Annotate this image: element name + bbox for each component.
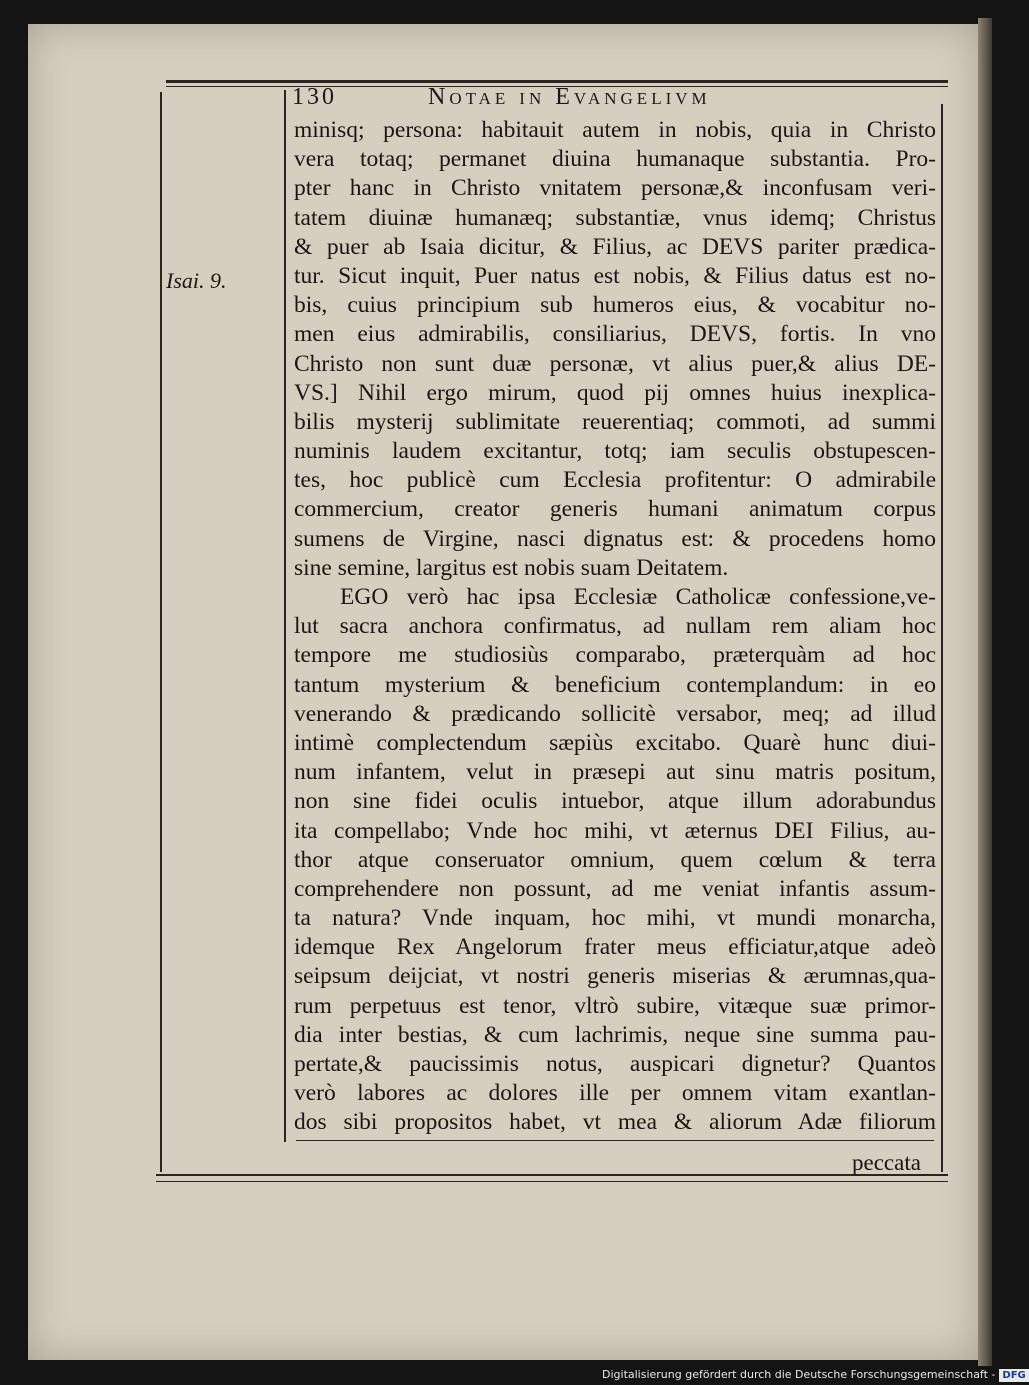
text-line: tur. Sicut inquit, Puer natus est nobis, & Filius datus est no- <box>294 262 936 289</box>
text-line: ta natura? Vnde inquam, hoc mihi, vt mundi monarcha, <box>294 905 936 932</box>
text-line: tantum mysterium & beneficium contemplandum: in eo <box>294 671 936 698</box>
text-line-paragraph-start: EGO verò hac ipsa Ecclesiæ Catholicæ confessione,ve- <box>340 584 936 610</box>
text-line: vera totaq; permanet diuina humanaque substantia. Pro- <box>294 146 936 173</box>
text-left-rule <box>284 90 286 1142</box>
text-line: bilis mysterij sublimitate reuerentiaq; commoti, ad summi <box>294 408 936 435</box>
text-line: sine semine, largitus est nobis suam Deitatem. <box>294 554 729 581</box>
text-line: lut sacra anchora confirmatus, ad nullam rem aliam hoc <box>294 613 936 640</box>
page-header <box>292 84 932 114</box>
text-line: numinis laudem excitantur, totq; iam seculis obstupescen- <box>294 438 936 465</box>
text-line: dia inter bestias, & cum lachrimis, neque sine summa pau- <box>294 1021 936 1048</box>
text-line: non sine fidei oculis intuebor, atque illum adorabundus <box>294 788 936 815</box>
text-line: tes, hoc publicè cum Ecclesia profitentur: O admirabile <box>294 467 936 494</box>
text-line: intimè complectendum sæpiùs excitabo. Quarè hunc diui- <box>294 729 936 756</box>
text-line: men eius admirabilis, consiliarius, DEVS, fortis. In vno <box>294 321 936 348</box>
text-line: rum perpetuus est tenor, vltrò subire, vitæque suæ primor- <box>294 992 936 1019</box>
text-line: sumens de Virgine, nasci dignatus est: & procedens homo <box>294 525 936 552</box>
text-line: commercium, creator generis humani animatum corpus <box>294 496 936 523</box>
text-line: comprehendere non possunt, ad me veniat infantis assum- <box>294 875 936 902</box>
header-rule <box>166 80 948 83</box>
margin-note: Isai. 9. <box>166 268 227 293</box>
text-line: verò labores ac dolores ille per omnem vitam exantlan- <box>294 1080 936 1107</box>
text-line: idemque Rex Angelorum frater meus efficiatur,atque adeò <box>294 934 936 961</box>
text-line: seipsum deijciat, vt nostri generis miserias & ærumnas,qua- <box>294 963 936 990</box>
catchword: peccata <box>852 1150 921 1175</box>
dfg-logo[interactable]: DFG <box>999 1369 1028 1382</box>
text-line: pertate,& paucissimis notus, auspicari dignetur? Quantos <box>294 1051 936 1077</box>
text-line: & puer ab Isaia dicitur, & Filius, ac DEVS pariter prædica- <box>294 233 936 260</box>
text-line: dos sibi propositos habet, vt mea & aliorum Adæ filiorum <box>294 1109 936 1136</box>
text-right-rule <box>941 104 943 1172</box>
digitization-credit <box>602 1367 1029 1383</box>
text-line: pter hanc in Christo vnitatem personæ,& inconfusam veri- <box>294 175 936 202</box>
credit-text: Digitalisierung gefördert durch die Deutsche Forschungsgemeinschaft - <box>602 1368 996 1381</box>
text-line: num infantem, velut in præsepi aut sinu matris positum, <box>294 759 936 786</box>
text-line: venerando & prædicando sollicitè versabor, meq; ad illud <box>294 700 936 727</box>
text-line: Christo non sunt duæ personæ, vt alius puer,& alius DE- <box>294 350 936 377</box>
text-line: thor atque conseruator omnium, quem cœlum & terra <box>294 846 936 873</box>
margin-column-rule <box>160 92 162 1172</box>
text-line: bis, cuius principium sub humeros eius, & vocabitur no- <box>294 292 936 319</box>
page-edge <box>978 18 992 1366</box>
text-line: minisq; persona: habitauit autem in nobis, quia in Christo <box>294 117 936 143</box>
text-line: VS.] Nihil ergo mirum, quod pij omnes huius inexplica- <box>294 379 936 406</box>
running-title: Notae in Evangelivm <box>428 84 711 110</box>
footer-rule-thin <box>156 1181 948 1182</box>
text-bottom-rule <box>296 1140 934 1141</box>
footer-rule <box>156 1174 948 1176</box>
body-text <box>294 116 936 1138</box>
page-number: 130 <box>292 84 337 110</box>
text-line: ita compellabo; Vnde hoc mihi, vt æternus DEI Filius, au- <box>294 817 936 844</box>
text-line: tempore me studiosiùs comparabo, præterquàm ad hoc <box>294 642 936 669</box>
text-line: tatem diuinæ humanæq; substantiæ, vnus idemq; Christus <box>294 204 936 231</box>
